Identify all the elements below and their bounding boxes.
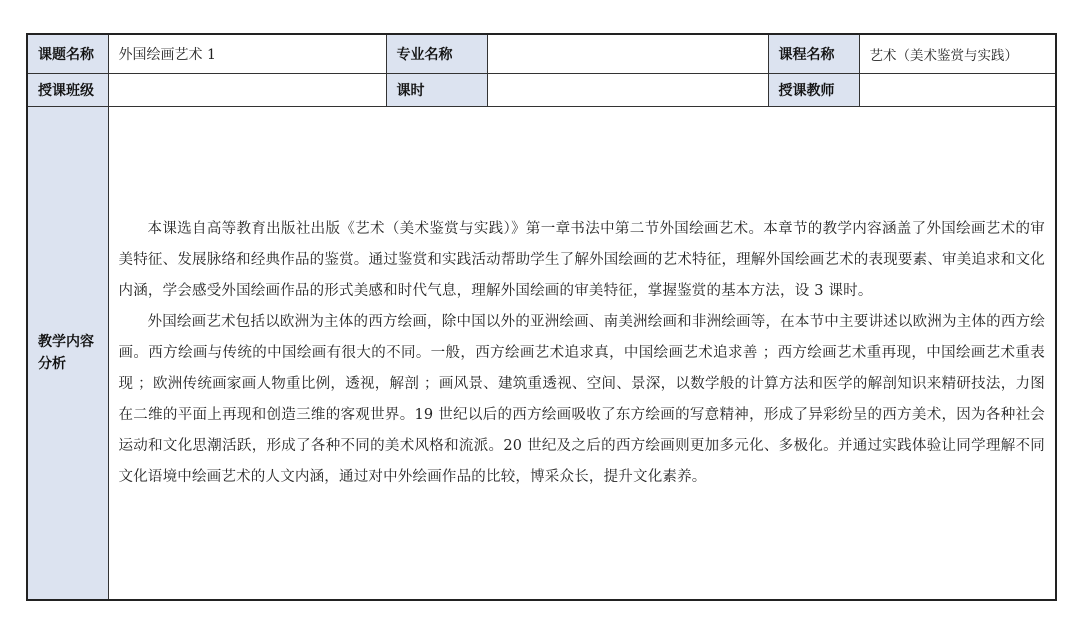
major-value — [487, 34, 768, 74]
major-label: 专业名称 — [386, 34, 487, 74]
analysis-row — [27, 107, 1056, 601]
header-row-1 — [27, 34, 1056, 74]
analysis-paragraph-2: 外国绘画艺术包括以欧洲为主体的西方绘画，除中国以外的亚洲绘画、南美洲绘画和非洲绘画等，在本节中主要讲述以欧洲为主体的西方绘画。西方绘画与传统的中国绘画有很大的不同。一般，西方绘画艺术追求真，中国绘画艺术追求善 ；西方绘画艺术重再现，中国绘画艺术重表现 ；欧洲传统画家画人物重比例，透视，解剖 ；画风景、建筑重透视、空间、景深，以数学般的计算方法和医学的解剖知识来精研技法，力图在二维的平面上再现和创造三维的客观世界。19 世纪以后的西方绘画吸收了东方绘画的写意精神，形成了异彩纷呈的西方美术，因为各种社会运动和文化思潮活跃，形成了各种不同的美术风格和流派。20 世纪及之后的西方绘画则更加多元化、多极化。并通过实践体验让同学理解不同文化语境中绘画艺术的人文内涵，通过对中外绘画作品的比较，博采众长，提升文化素养。 — [118, 313, 1045, 485]
class-label: 授课班级 — [27, 74, 108, 107]
teacher-label: 授课教师 — [768, 74, 859, 107]
analysis-paragraph-1: 本课选自高等教育出版社出版《艺术（美术鉴赏与实践）》第一章书法中第二节外国绘画艺术。本章节的教学内容涵盖了外国绘画艺术的审美特征、发展脉络和经典作品的鉴赏。通过鉴赏和实践活动帮助学生了解外国绘画的艺术特征，理解外国绘画艺术的表现要素、审美追求和文化内涵，学会感受外国绘画作品的形式美感和时代气息，理解外国绘画的审美特征，掌握鉴赏的基本方法，设 3 课时。 — [118, 220, 1045, 299]
analysis-label: 教学内容分析 — [27, 107, 108, 601]
lesson-plan-table — [26, 33, 1057, 601]
topic-label: 课题名称 — [27, 34, 108, 74]
course-value: 艺术（美术鉴赏与实践） — [859, 34, 1056, 74]
teacher-value — [859, 74, 1056, 107]
class-value — [108, 74, 386, 107]
header-row-2 — [27, 74, 1056, 107]
course-label: 课程名称 — [768, 34, 859, 74]
analysis-content — [108, 107, 1056, 601]
hours-label: 课时 — [386, 74, 487, 107]
hours-value — [487, 74, 768, 107]
topic-value: 外国绘画艺术 1 — [108, 34, 386, 74]
